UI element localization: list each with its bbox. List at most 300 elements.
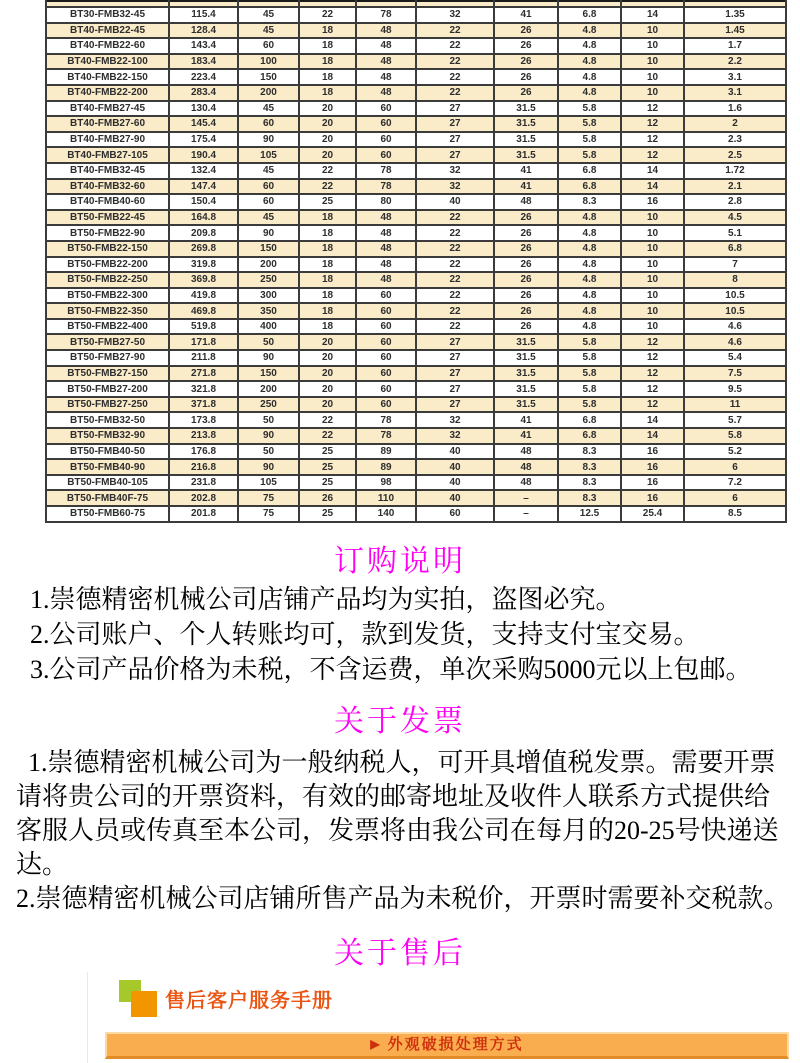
table-cell: 143.4 <box>169 38 238 54</box>
table-cell: 8.3 <box>558 490 621 506</box>
table-cell: 128.4 <box>169 23 238 39</box>
table-row <box>46 7 786 23</box>
table-cell: 2 <box>684 116 786 132</box>
table-cell: 31.5 <box>494 366 558 382</box>
table-cell: 60 <box>356 147 416 163</box>
table-cell: 250 <box>238 272 299 288</box>
table-cell: 41 <box>494 7 558 23</box>
table-cell: BT50-FMB27-200 <box>46 381 169 397</box>
table-cell: 150 <box>238 366 299 382</box>
table-cell: 5.8 <box>558 147 621 163</box>
table-cell: 6 <box>684 490 786 506</box>
table-cell: BT50-FMB27-250 <box>46 397 169 413</box>
table-row <box>46 412 786 428</box>
table-cell: 105 <box>238 475 299 491</box>
table-cell: 32 <box>416 7 494 23</box>
spec-table <box>45 0 787 523</box>
table-cell: 22 <box>416 319 494 335</box>
table-cell: 419.8 <box>169 288 238 304</box>
table-cell: 10 <box>621 319 684 335</box>
table-cell: 18 <box>299 272 356 288</box>
table-cell: 41 <box>494 163 558 179</box>
table-cell: 223.4 <box>169 69 238 85</box>
table-cell: BT40-FMB40-60 <box>46 194 169 210</box>
table-row <box>46 194 786 210</box>
table-cell: BT50-FMB27-150 <box>46 366 169 382</box>
table-cell: 369.8 <box>169 272 238 288</box>
table-cell: 269.8 <box>169 241 238 257</box>
table-row <box>46 163 786 179</box>
table-cell: 31.5 <box>494 132 558 148</box>
table-row <box>46 444 786 460</box>
table-cell: 4.8 <box>558 23 621 39</box>
table-cell: 48 <box>356 38 416 54</box>
table-cell: 150 <box>238 69 299 85</box>
table-cell: 1.45 <box>684 23 786 39</box>
table-row <box>46 490 786 506</box>
table-cell: 1.7 <box>684 38 786 54</box>
table-cell: 12 <box>621 101 684 117</box>
table-cell: 14 <box>621 428 684 444</box>
table-cell: BT40-FMB27-45 <box>46 101 169 117</box>
table-cell: 48 <box>356 241 416 257</box>
table-cell: 16 <box>621 490 684 506</box>
table-cell: 200 <box>238 381 299 397</box>
table-cell: 25 <box>299 444 356 460</box>
table-cell: 5.8 <box>558 397 621 413</box>
table-cell: BT40-FMB22-60 <box>46 38 169 54</box>
table-cell: BT50-FMB40-50 <box>46 444 169 460</box>
table-row <box>46 132 786 148</box>
table-cell: 22 <box>416 85 494 101</box>
table-cell: 48 <box>494 459 558 475</box>
table-cell: 25 <box>299 459 356 475</box>
table-cell: 400 <box>238 319 299 335</box>
table-cell: 10 <box>621 85 684 101</box>
table-cell: 164.8 <box>169 210 238 226</box>
table-cell: 519.8 <box>169 319 238 335</box>
table-cell: 22 <box>416 69 494 85</box>
table-row <box>46 272 786 288</box>
table-cell: 50 <box>238 444 299 460</box>
table-cell: 6.8 <box>558 163 621 179</box>
table-cell: 31.5 <box>494 334 558 350</box>
table-row <box>46 38 786 54</box>
table-cell: 27 <box>416 101 494 117</box>
table-cell: 190.4 <box>169 147 238 163</box>
table-cell: 22 <box>416 23 494 39</box>
table-cell: 22 <box>299 7 356 23</box>
table-cell: 48 <box>356 210 416 226</box>
table-cell: 14 <box>621 163 684 179</box>
table-cell: 25 <box>299 506 356 522</box>
table-cell: 4.8 <box>558 225 621 241</box>
table-cell: 41 <box>494 179 558 195</box>
table-cell: 1.35 <box>684 7 786 23</box>
table-cell: 2.8 <box>684 194 786 210</box>
table-cell: 4.8 <box>558 288 621 304</box>
table-cell: 4.8 <box>558 69 621 85</box>
table-cell: 176.8 <box>169 444 238 460</box>
table-cell: 50 <box>238 334 299 350</box>
table-cell: 14 <box>621 412 684 428</box>
table-cell: 78 <box>356 428 416 444</box>
table-cell: 60 <box>356 116 416 132</box>
table-cell: 12 <box>621 116 684 132</box>
table-cell: 5.8 <box>558 334 621 350</box>
table-row <box>46 241 786 257</box>
table-cell: 110 <box>356 490 416 506</box>
table-cell: 18 <box>299 225 356 241</box>
table-row <box>46 225 786 241</box>
table-cell: 98 <box>356 475 416 491</box>
text-line: 2.崇德精密机械公司店铺所售产品为未税价，开票时需要补交税款。 <box>16 884 790 913</box>
table-cell: 250 <box>238 397 299 413</box>
table-cell: 45 <box>238 210 299 226</box>
table-cell: 10 <box>621 38 684 54</box>
table-cell: 32 <box>416 163 494 179</box>
table-row <box>46 101 786 117</box>
table-row <box>46 334 786 350</box>
table-cell: 183.4 <box>169 54 238 70</box>
table-cell: 130.4 <box>169 101 238 117</box>
table-cell: 20 <box>299 132 356 148</box>
table-cell: 150 <box>238 241 299 257</box>
table-cell: 145.4 <box>169 116 238 132</box>
table-cell: 6.8 <box>558 7 621 23</box>
table-cell: 12 <box>621 350 684 366</box>
table-cell: 3.1 <box>684 69 786 85</box>
table-cell: 26 <box>494 85 558 101</box>
table-cell: BT50-FMB22-150 <box>46 241 169 257</box>
table-cell: BT50-FMB32-50 <box>46 412 169 428</box>
table-cell: 26 <box>494 272 558 288</box>
table-cell: 12 <box>621 381 684 397</box>
table-cell: 32 <box>416 179 494 195</box>
table-cell: 7.2 <box>684 475 786 491</box>
table-cell: 9.5 <box>684 381 786 397</box>
damage-handling-banner <box>105 1032 789 1059</box>
table-cell: 10 <box>621 241 684 257</box>
table-cell: 3.1 <box>684 85 786 101</box>
table-cell: 115.4 <box>169 7 238 23</box>
table-cell: 10 <box>621 23 684 39</box>
table-cell: 31.5 <box>494 397 558 413</box>
table-cell: 41 <box>494 428 558 444</box>
table-cell: BT50-FMB27-90 <box>46 350 169 366</box>
table-cell: 18 <box>299 69 356 85</box>
table-cell: 48 <box>356 257 416 273</box>
table-cell: 12.5 <box>558 506 621 522</box>
table-cell: 48 <box>356 69 416 85</box>
text-line: 3.公司产品价格为未税，不含运费，单次采购5000元以上包邮。 <box>30 655 752 684</box>
table-cell: 22 <box>416 288 494 304</box>
table-cell: 41 <box>494 412 558 428</box>
table-cell: 175.4 <box>169 132 238 148</box>
table-cell: 4.8 <box>558 319 621 335</box>
table-cell: 10 <box>621 257 684 273</box>
table-cell: 14 <box>621 179 684 195</box>
table-row <box>46 366 786 382</box>
table-cell: BT40-FMB27-90 <box>46 132 169 148</box>
table-cell: 26 <box>494 54 558 70</box>
table-cell: 48 <box>356 85 416 101</box>
table-cell: 89 <box>356 459 416 475</box>
table-cell: 12 <box>621 132 684 148</box>
table-cell: 12 <box>621 366 684 382</box>
play-arrow-icon: ▶ <box>370 1037 380 1051</box>
table-cell: 26 <box>494 210 558 226</box>
table-cell: 371.8 <box>169 397 238 413</box>
table-cell: 12 <box>621 334 684 350</box>
table-cell: BT50-FMB40-105 <box>46 475 169 491</box>
table-cell: 40 <box>416 475 494 491</box>
table-cell: 8.3 <box>558 444 621 460</box>
table-cell: 283.4 <box>169 85 238 101</box>
table-cell: 10 <box>621 272 684 288</box>
table-cell: 10 <box>621 288 684 304</box>
table-cell: 18 <box>299 210 356 226</box>
overlapping-squares-icon <box>131 991 157 1017</box>
table-cell: BT50-FMB22-400 <box>46 319 169 335</box>
table-cell: 300 <box>238 288 299 304</box>
table-cell: 4.8 <box>558 272 621 288</box>
table-cell: 8.5 <box>684 506 786 522</box>
table-row <box>46 303 786 319</box>
table-cell: 321.8 <box>169 381 238 397</box>
table-cell: 18 <box>299 257 356 273</box>
table-cell: 26 <box>494 38 558 54</box>
table-cell: 209.8 <box>169 225 238 241</box>
table-cell: 18 <box>299 38 356 54</box>
table-cell: 6.8 <box>558 428 621 444</box>
table-cell: 105 <box>238 147 299 163</box>
table-cell: 25.4 <box>621 506 684 522</box>
text-line: 达。 <box>16 850 69 879</box>
table-cell: 5.1 <box>684 225 786 241</box>
table-cell: 60 <box>356 132 416 148</box>
table-cell: 5.2 <box>684 444 786 460</box>
table-cell: 48 <box>494 475 558 491</box>
table-cell: 16 <box>621 194 684 210</box>
table-cell: 2.2 <box>684 54 786 70</box>
table-cell: 48 <box>356 23 416 39</box>
table-cell: 10.5 <box>684 303 786 319</box>
table-cell: 60 <box>238 179 299 195</box>
table-cell: 60 <box>356 101 416 117</box>
table-cell: 140 <box>356 506 416 522</box>
table-cell: 75 <box>238 506 299 522</box>
table-cell: 1.72 <box>684 163 786 179</box>
table-cell: 14 <box>621 7 684 23</box>
table-cell: 4.8 <box>558 38 621 54</box>
table-cell: 27 <box>416 397 494 413</box>
table-cell: 20 <box>299 397 356 413</box>
table-cell: 60 <box>238 38 299 54</box>
table-cell: 22 <box>299 163 356 179</box>
table-cell: 22 <box>299 179 356 195</box>
table-cell: 18 <box>299 241 356 257</box>
table-cell: 22 <box>416 38 494 54</box>
table-cell: BT50-FMB32-90 <box>46 428 169 444</box>
table-cell: BT50-FMB22-350 <box>46 303 169 319</box>
table-cell: 31.5 <box>494 147 558 163</box>
table-cell: 60 <box>356 319 416 335</box>
table-cell: 90 <box>238 132 299 148</box>
text-line: 客服人员或传真至本公司，发票将由我公司在每月的20-25号快递送 <box>16 816 779 845</box>
table-cell: 10 <box>621 225 684 241</box>
table-cell: 25 <box>299 194 356 210</box>
table-row <box>46 381 786 397</box>
table-cell: 22 <box>299 412 356 428</box>
table-cell: 90 <box>238 428 299 444</box>
table-cell: 202.8 <box>169 490 238 506</box>
table-cell: 2.5 <box>684 147 786 163</box>
table-cell: 60 <box>356 334 416 350</box>
table-cell: 40 <box>416 459 494 475</box>
text-line: 2.公司账户、个人转账均可，款到发货，支持支付宝交易。 <box>30 620 700 649</box>
table-cell: 5.8 <box>558 350 621 366</box>
table-cell: 25 <box>299 475 356 491</box>
table-row <box>46 428 786 444</box>
panel-left-edge <box>87 972 88 1063</box>
table-cell: 75 <box>238 490 299 506</box>
table-cell: 48 <box>494 444 558 460</box>
table-cell: 26 <box>494 23 558 39</box>
table-row <box>46 179 786 195</box>
table-cell: 26 <box>299 490 356 506</box>
table-cell: 173.8 <box>169 412 238 428</box>
table-cell: 1.6 <box>684 101 786 117</box>
table-cell: 8 <box>684 272 786 288</box>
table-cell: 20 <box>299 116 356 132</box>
table-cell: 60 <box>238 116 299 132</box>
table-cell: 26 <box>494 69 558 85</box>
table-cell: 20 <box>299 366 356 382</box>
table-cell: 22 <box>299 428 356 444</box>
table-cell: 6.8 <box>558 179 621 195</box>
table-cell: 31.5 <box>494 101 558 117</box>
table-cell: 20 <box>299 350 356 366</box>
table-cell: 18 <box>299 54 356 70</box>
table-cell: 20 <box>299 101 356 117</box>
table-row <box>46 350 786 366</box>
table-cell: 48 <box>356 225 416 241</box>
table-cell: 469.8 <box>169 303 238 319</box>
table-cell: 31.5 <box>494 350 558 366</box>
table-cell: 216.8 <box>169 459 238 475</box>
table-row <box>46 116 786 132</box>
table-cell: 5.7 <box>684 412 786 428</box>
table-row <box>46 257 786 273</box>
table-cell: 20 <box>299 381 356 397</box>
table-cell: 40 <box>416 444 494 460</box>
table-cell: 45 <box>238 163 299 179</box>
table-cell: 18 <box>299 288 356 304</box>
table-cell: 27 <box>416 147 494 163</box>
table-cell: 213.8 <box>169 428 238 444</box>
table-cell: 150.4 <box>169 194 238 210</box>
table-cell: 16 <box>621 444 684 460</box>
table-cell: 27 <box>416 132 494 148</box>
table-cell: 18 <box>299 303 356 319</box>
table-cell: – <box>494 490 558 506</box>
table-cell: 6 <box>684 459 786 475</box>
table-cell: 271.8 <box>169 366 238 382</box>
table-cell: BT50-FMB22-250 <box>46 272 169 288</box>
table-cell: 132.4 <box>169 163 238 179</box>
table-cell: 78 <box>356 7 416 23</box>
table-cell: 27 <box>416 381 494 397</box>
table-row <box>46 54 786 70</box>
table-cell: 22 <box>416 54 494 70</box>
table-cell: 4.8 <box>558 85 621 101</box>
table-row <box>46 85 786 101</box>
table-cell: 22 <box>416 241 494 257</box>
table-cell: 22 <box>416 257 494 273</box>
table-cell: 147.4 <box>169 179 238 195</box>
table-cell: 60 <box>356 303 416 319</box>
table-cell: BT40-FMB22-100 <box>46 54 169 70</box>
damage-handling-banner-label: 外观破损处理方式 <box>387 1036 524 1053</box>
table-cell: 27 <box>416 334 494 350</box>
table-cell: 8.3 <box>558 194 621 210</box>
table-cell: 40 <box>416 194 494 210</box>
table-cell: 10 <box>621 54 684 70</box>
table-cell: 6.8 <box>558 412 621 428</box>
table-cell: BT50-FMB60-75 <box>46 506 169 522</box>
table-cell: – <box>494 506 558 522</box>
section-title-ordering: 订购说明 <box>334 545 466 578</box>
table-cell: 4.8 <box>558 257 621 273</box>
table-cell: 201.8 <box>169 506 238 522</box>
table-cell: BT40-FMB27-60 <box>46 116 169 132</box>
table-cell: 231.8 <box>169 475 238 491</box>
table-cell: BT50-FMB40-90 <box>46 459 169 475</box>
table-row <box>46 69 786 85</box>
table-cell: 27 <box>416 366 494 382</box>
table-cell: 60 <box>416 506 494 522</box>
table-cell: 4.8 <box>558 54 621 70</box>
table-cell: 20 <box>299 334 356 350</box>
section-title-invoice: 关于发票 <box>334 705 466 738</box>
table-cell: 16 <box>621 459 684 475</box>
table-cell: 31.5 <box>494 381 558 397</box>
table-cell: 2.1 <box>684 179 786 195</box>
table-cell: 32 <box>416 412 494 428</box>
table-cell: 27 <box>416 350 494 366</box>
table-cell: 171.8 <box>169 334 238 350</box>
table-cell: 60 <box>356 350 416 366</box>
table-cell: 5.8 <box>558 132 621 148</box>
table-cell: 60 <box>238 194 299 210</box>
table-cell: BT40-FMB32-60 <box>46 179 169 195</box>
table-row <box>46 23 786 39</box>
table-cell: 5.8 <box>558 381 621 397</box>
table-cell: BT50-FMB22-45 <box>46 210 169 226</box>
table-cell: 60 <box>356 366 416 382</box>
table-cell: 18 <box>299 23 356 39</box>
table-cell: 8.3 <box>558 459 621 475</box>
table-row <box>46 210 786 226</box>
table-cell: 7.5 <box>684 366 786 382</box>
table-cell: 90 <box>238 459 299 475</box>
table-cell: 5.8 <box>558 101 621 117</box>
table-cell: 48 <box>356 54 416 70</box>
table-cell: 78 <box>356 179 416 195</box>
table-cell: BT40-FMB27-105 <box>46 147 169 163</box>
table-cell: 80 <box>356 194 416 210</box>
